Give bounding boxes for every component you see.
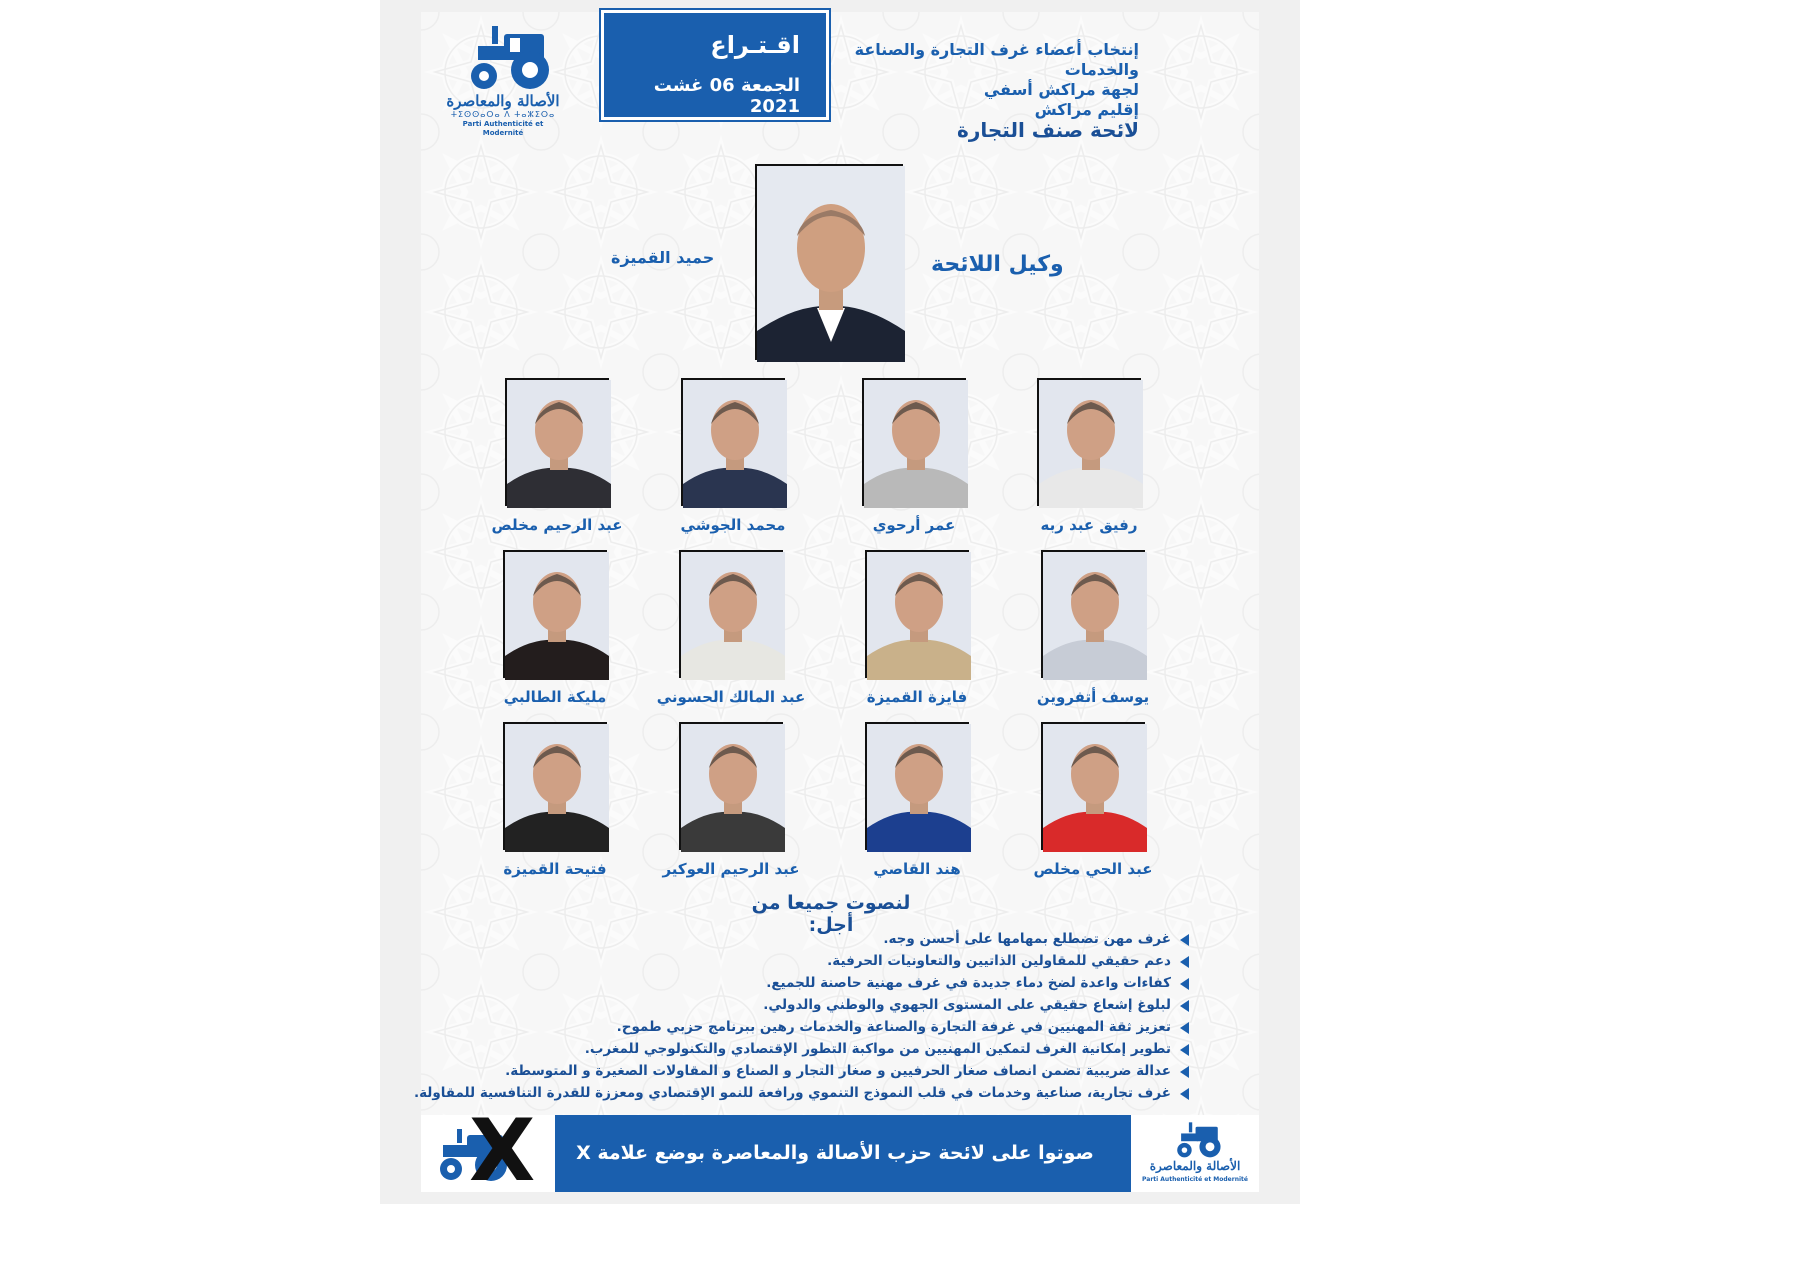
leader-photo [755,164,903,360]
candidate-photo [1041,550,1145,678]
person-portrait-icon [1039,380,1143,508]
party-logo [443,20,563,138]
header-line-2: لجهة مراكش أسفي [983,80,1139,99]
person-portrait-icon [867,552,971,680]
candidate-photo [503,550,607,678]
leader-name: حميد القميزة [611,248,715,267]
candidate-name: رفيق عبد ربه [1040,516,1138,534]
candidate-name: محمد الجوشي [680,516,786,534]
screen-background [0,0,380,1204]
bullet-arrow-icon [1180,1022,1189,1034]
footer-logo-arabic-name: الأصالة والمعاصرة [1149,1159,1241,1173]
footer-banner [421,1101,1259,1241]
program-title: لنصوت جميعا من أجل: [751,892,911,936]
program-item [471,1060,1191,1082]
ballot-symbol-box [421,1101,555,1201]
candidate-photo [681,378,785,506]
person-portrait-icon [864,380,968,508]
program-item-text: غرف تجارية، صناعية وخدمات في قلب النموذج التنموي ورافعة للنمو الإقتصادي ومعززة للقدرة التنافسية للمقاولة. [413,1085,1171,1101]
program-item [413,1082,1191,1104]
program-item [471,928,1191,950]
logo-tifinagh-name: ⵜⵉⵙⵙⴰⵔⴰ ⴷ ⵜⴰⵣⵉⵔⴰ [450,110,556,119]
candidate-photo [679,722,783,850]
leader-role: وكيل اللائحة [931,252,1064,277]
candidate-photo [865,722,969,850]
header-line-4: لائحة صنف التجارة [957,118,1139,142]
program-item [471,972,1191,994]
logo-french-name: Parti Authenticité et Modernité [462,120,544,137]
candidate-photo [505,378,609,506]
person-portrait-icon [757,166,905,362]
candidate-photo [679,550,783,678]
bullet-arrow-icon [1180,934,1189,946]
candidate-name: هند القاصي [873,860,961,878]
person-portrait-icon [683,380,787,508]
ballot-x-mark: X [469,1101,536,1201]
candidate-name: عبد الرحيم العوكير [662,860,800,878]
program-item-text: لبلوغ إشعاع حقيقي على المستوى الجهوي والوطني والدولي. [763,997,1171,1013]
election-poster [413,12,1259,1241]
program-item-text: عدالة ضريبية تضمن انصاف صغار الحرفيين و صغار التجار و الصناع و المقاولات الصغيرة و المتوسطة. [505,1063,1171,1079]
footer-slogan: صوتوا على لائحة حزب الأصالة والمعاصرة بوضع علامة X على رمز الجرار [576,1142,1094,1241]
footer-tractor-icon [1160,1119,1230,1159]
person-portrait-icon [1043,552,1147,680]
bullet-arrow-icon [1180,1044,1189,1056]
candidate-photo [862,378,966,506]
candidate-photo [503,722,607,850]
candidate-name: عبد الرحيم مخلص [491,516,623,534]
program-item-text: غرف مهن تضطلع بمهامها على أحسن وجه. [883,931,1171,947]
election-header [839,40,1139,140]
vote-date-box [601,10,829,120]
bullet-arrow-icon [1180,956,1189,968]
person-portrait-icon [1043,724,1147,852]
bullet-arrow-icon [1180,1088,1189,1100]
program-item [471,1038,1191,1060]
person-portrait-icon [681,552,785,680]
footer-logo-french-name: Parti Authenticité et Modernité [1142,1176,1248,1183]
program-item [471,1016,1191,1038]
vote-date: الجمعة 06 غشت 2021 [653,75,800,117]
logo-arabic-name: الأصالة والمعاصرة [446,92,560,110]
person-portrait-icon [867,724,971,852]
header-line-1: إنتخاب أعضاء غرف التجارة والصناعة والخدمات [854,40,1139,79]
candidate-name: عبد المالك الحسوني [656,688,806,706]
person-portrait-icon [681,724,785,852]
bullet-arrow-icon [1180,1066,1189,1078]
candidate-name: مليكة الطالبي [503,688,607,706]
vote-title: اقـتـراع [710,31,800,59]
program-item-text: تعزيز ثقة المهنيين في غرفة التجارة والصناعة والخدمات رهين ببرنامج حزبي طموح. [616,1019,1171,1035]
program-list [413,928,1191,1104]
person-portrait-icon [505,724,609,852]
candidate-photo [1041,722,1145,850]
candidate-name: يوسف أتفروين [1036,688,1150,706]
person-portrait-icon [507,380,611,508]
program-item-text: كفاءات واعدة لضخ دماء جديدة في غرف مهنية حاصنة للجميع. [766,975,1171,991]
program-item-text: تطوير إمكانية الغرف لتمكين المهنيين من مواكبة التطور الإقتصادي والتكنولوجي للمغرب. [584,1041,1171,1057]
bullet-arrow-icon [1180,978,1189,990]
header-line-3: إقليم مراكش [1034,100,1139,119]
candidate-photo [865,550,969,678]
program-item-text: دعم حقيقي للمقاولين الذاتيين والتعاونيات الحرفية. [827,953,1171,969]
person-portrait-icon [505,552,609,680]
candidate-name: عمر أرحوي [872,516,956,534]
program-item [471,994,1191,1016]
tractor-icon [448,20,558,92]
candidate-name: فايزة القميزة [866,688,968,706]
bullet-arrow-icon [1180,1000,1189,1012]
program-item [471,950,1191,972]
candidate-name: فتيحة القميزة [503,860,607,878]
candidate-photo [1037,378,1141,506]
candidate-name: عبد الحي مخلص [1033,860,1153,878]
footer-logo [1131,1115,1259,1192]
